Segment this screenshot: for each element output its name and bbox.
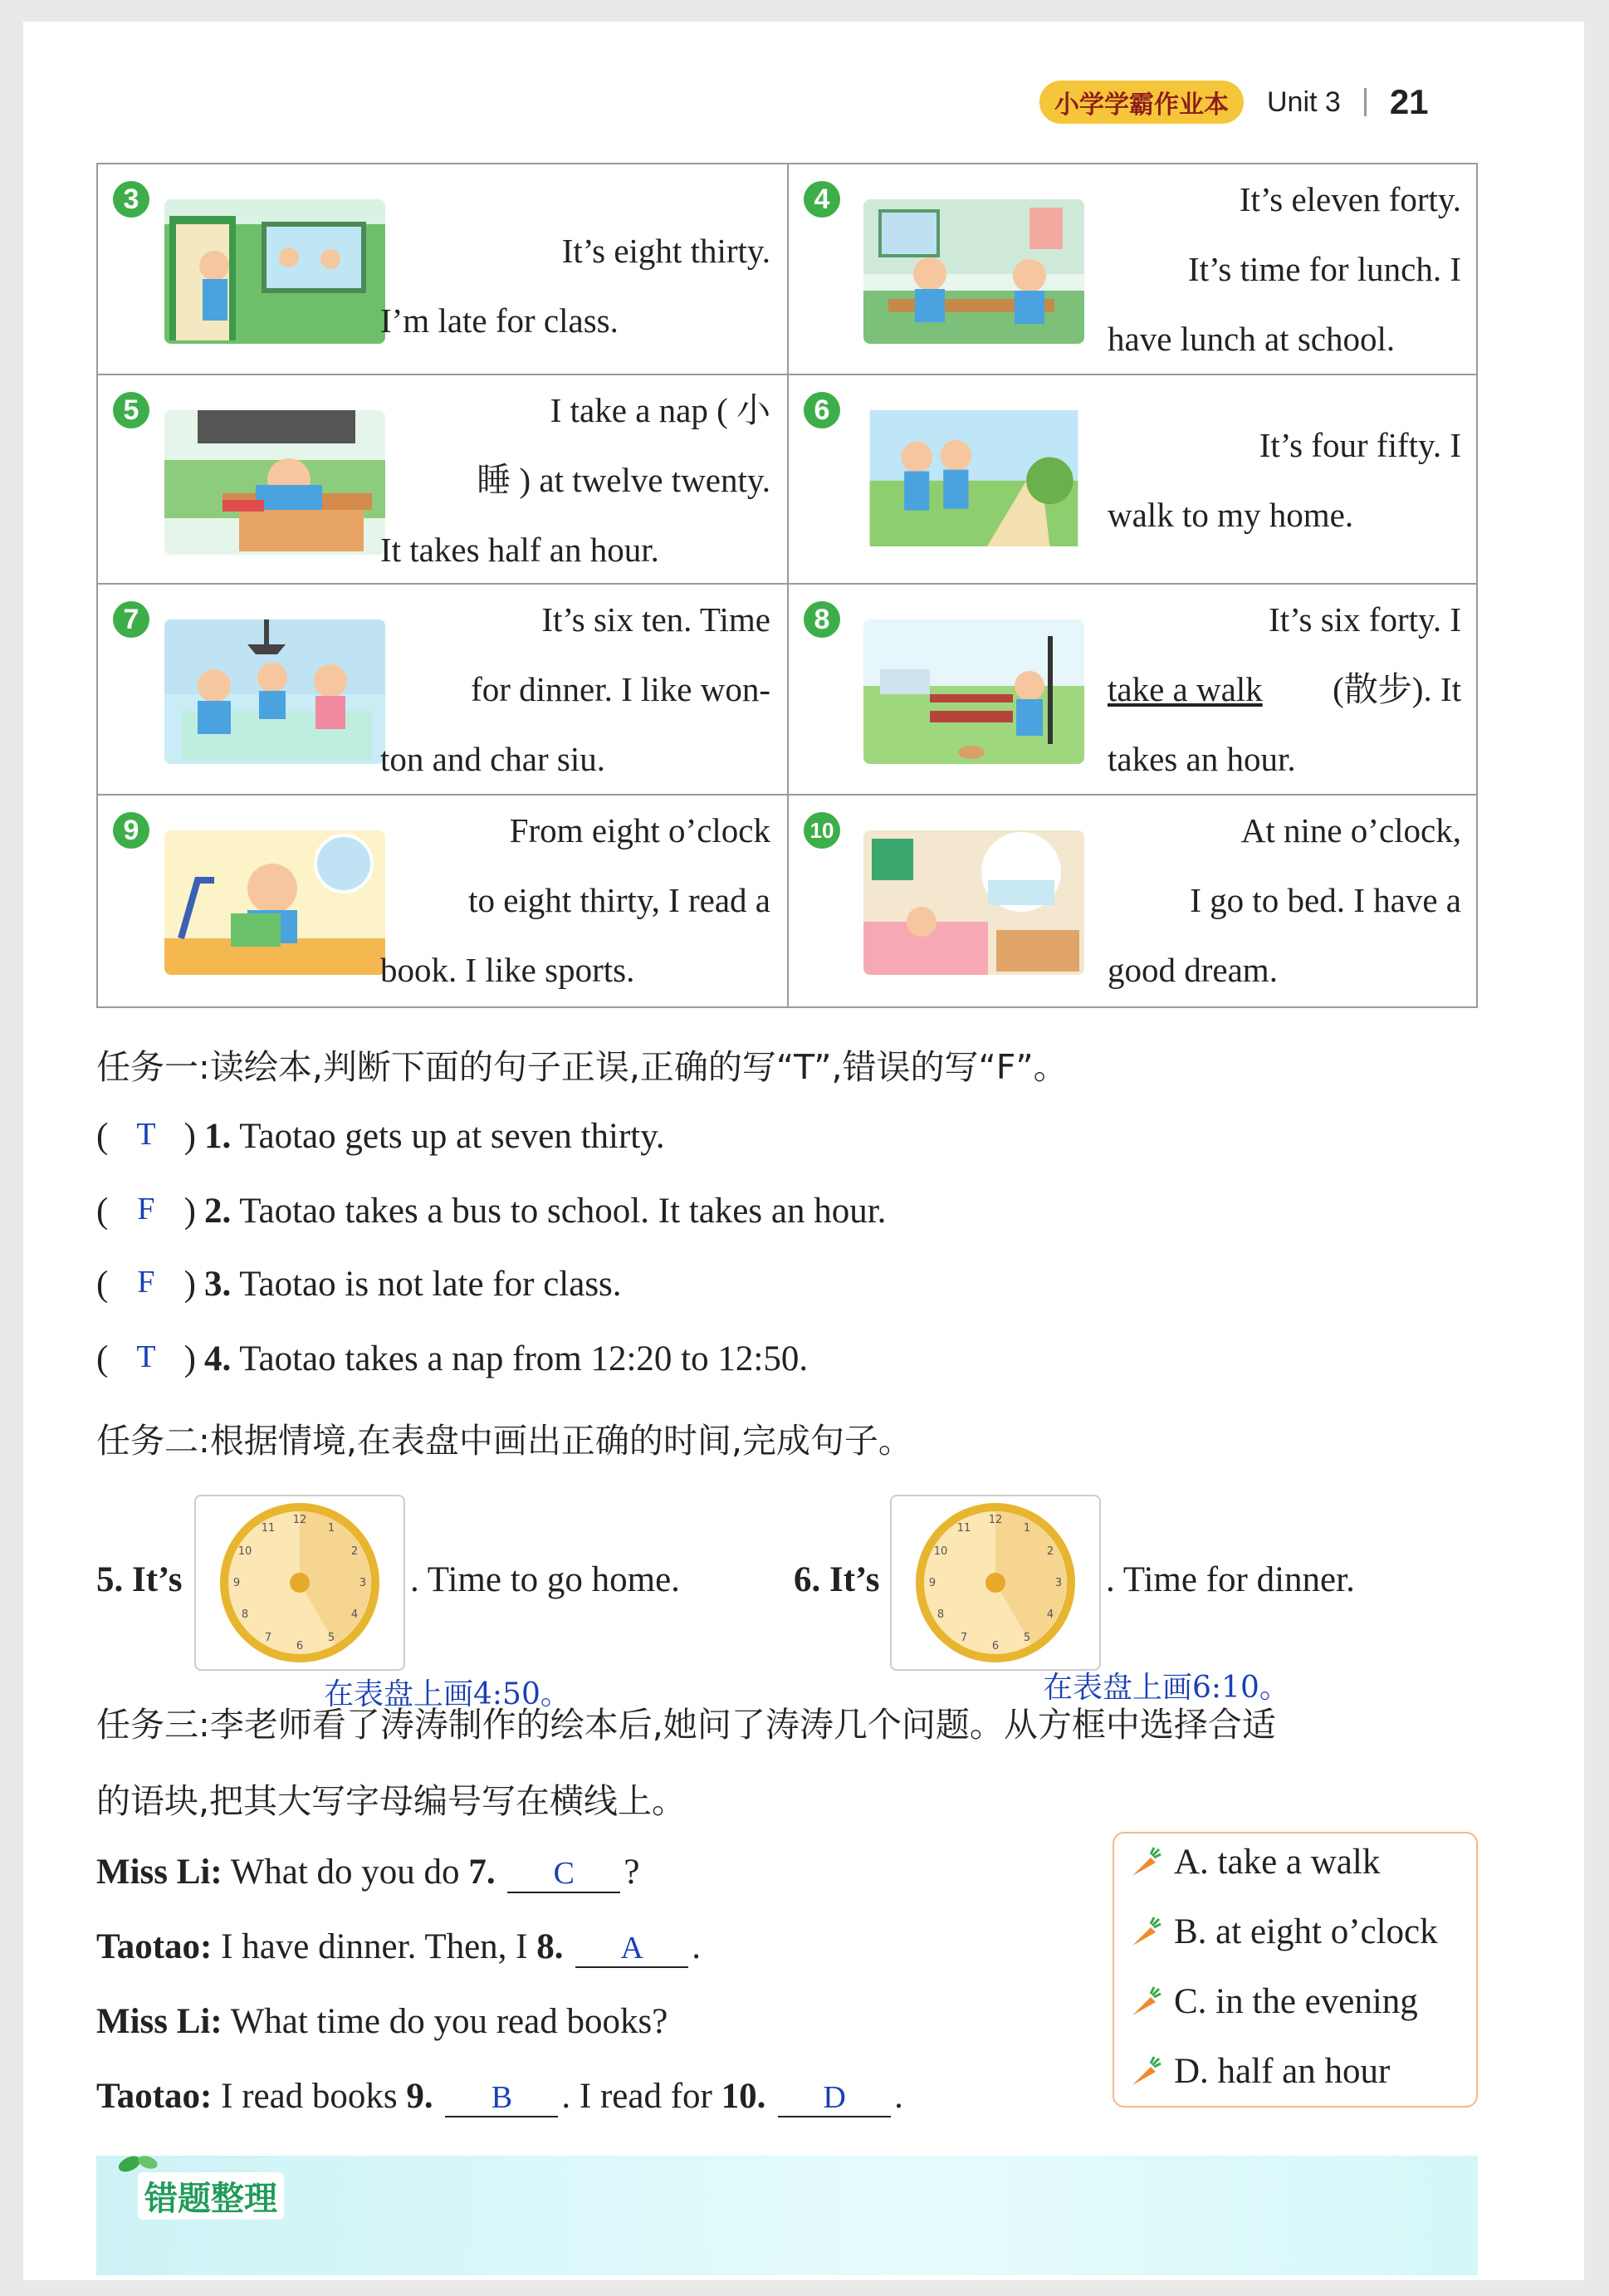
- comic-panel-10: [789, 796, 1478, 1006]
- dialogue-line-1: [96, 1852, 639, 1893]
- judge-item-4: ( T ) 4. Taotao takes a nap from 12:20 to 12:50.: [96, 1339, 809, 1378]
- item-text: Taotao is not late for class.: [239, 1265, 622, 1304]
- panel-text-line: I’m late for class.: [380, 301, 619, 340]
- item-text: Taotao takes a nap from 12:20 to 12:50.: [239, 1339, 809, 1378]
- judge-item-3: ( F ) 3. Taotao is not late for class.: [96, 1265, 622, 1304]
- speaker: Miss Li:: [96, 2002, 223, 2041]
- judge-item-2: ( F ) 2. Taotao takes a bus to school. It takes an hour.: [96, 1192, 887, 1231]
- panel-text-line: It’s eleven forty.: [1239, 180, 1461, 218]
- svg-text:10: 10: [933, 1545, 948, 1558]
- answer-blank-7[interactable]: C: [507, 1855, 620, 1893]
- clock-icon: [196, 1496, 403, 1669]
- judge-item-1: ( T ) 1. Taotao gets up at seven thirty.: [96, 1117, 665, 1156]
- panel-text-line: It’s six ten. Time: [541, 600, 770, 639]
- answer-box[interactable]: F: [137, 1192, 155, 1226]
- panel-number: 9: [113, 812, 149, 849]
- svg-text:9: 9: [928, 1577, 937, 1589]
- blank-number: 7.: [468, 1853, 496, 1892]
- panel-text-line: takes an hour.: [1108, 740, 1296, 778]
- svg-text:11: 11: [261, 1522, 276, 1535]
- dialogue-text: I read books: [221, 2077, 398, 2116]
- dialogue-text: What time do you read books?: [230, 2002, 668, 2041]
- comic-grid: [96, 163, 1478, 1008]
- dialogue-line-2: [96, 1926, 701, 1968]
- options-box: [1113, 1832, 1478, 2108]
- panel-text-fragment: (散步). It: [1333, 670, 1461, 708]
- svg-text:8: 8: [937, 1608, 945, 1621]
- illustration-lunch-at-school: [863, 199, 1084, 344]
- svg-text:6: 6: [991, 1640, 1000, 1652]
- dialogue-line-3: [96, 2001, 668, 2042]
- dialogue-text: . I read for: [561, 2077, 712, 2116]
- item-number: 4.: [204, 1339, 232, 1378]
- answer-blank-9[interactable]: B: [445, 2079, 558, 2117]
- header-divider: [1364, 88, 1367, 116]
- dialogue-text: I have dinner. Then, I: [221, 1927, 528, 1966]
- question-5-prefix: 5. It’s: [96, 1560, 183, 1599]
- speaker: Taotao:: [96, 1927, 213, 1966]
- comic-panel-5: [98, 375, 789, 585]
- panel-text-line: From eight o’clock: [509, 811, 770, 849]
- task3-title-line1: 任务三:李老师看了涛涛制作的绘本后,她问了涛涛几个问题。从方框中选择合适: [96, 1705, 1276, 1745]
- unit-label: Unit 3: [1267, 86, 1341, 118]
- svg-text:12: 12: [988, 1514, 1003, 1526]
- answer-box[interactable]: F: [137, 1265, 155, 1300]
- svg-text:12: 12: [292, 1514, 307, 1526]
- option-d: D. half an hour: [1129, 2051, 1390, 2092]
- illustration-reading-book: [164, 830, 385, 975]
- illustration-family-dinner: [164, 619, 385, 764]
- illustration-going-to-bed: [863, 830, 1084, 975]
- question-6-suffix: . Time for dinner.: [1106, 1560, 1355, 1599]
- punctuation: ?: [624, 1853, 640, 1892]
- blank-number: 10.: [721, 2077, 766, 2116]
- panel-number: 4: [804, 181, 840, 218]
- question-5-suffix: . Time to go home.: [410, 1560, 680, 1599]
- svg-text:4: 4: [350, 1608, 359, 1621]
- page-number: 21: [1389, 82, 1429, 121]
- svg-text:11: 11: [956, 1522, 971, 1535]
- svg-text:4: 4: [1046, 1608, 1054, 1621]
- panel-number: 3: [113, 181, 149, 218]
- svg-text:7: 7: [264, 1632, 272, 1644]
- answer-box[interactable]: T: [136, 1339, 156, 1374]
- blank-number: 9.: [406, 2077, 433, 2116]
- item-text: Taotao takes a bus to school. It takes an hour.: [239, 1192, 887, 1231]
- illustration-late-for-class: [164, 199, 385, 344]
- svg-text:5: 5: [327, 1632, 335, 1644]
- panel-text-line: walk to my home.: [1108, 496, 1354, 534]
- clock-face-6[interactable]: [890, 1495, 1101, 1671]
- carrot-icon: [1129, 1846, 1162, 1879]
- panel-text-line: to eight thirty, I read a: [468, 881, 770, 919]
- dialogue-line-4: [96, 2076, 903, 2117]
- comic-panel-9: [98, 796, 789, 1006]
- question-6-prefix: 6. It’s: [794, 1560, 880, 1599]
- comic-panel-4: [789, 164, 1478, 375]
- svg-text:3: 3: [359, 1577, 367, 1589]
- panel-text-line: book. I like sports.: [380, 951, 635, 989]
- panel-text-line: I go to bed. I have a: [1190, 881, 1461, 919]
- svg-text:5: 5: [1023, 1632, 1031, 1644]
- underlined-phrase: take a walk: [1108, 670, 1263, 708]
- panel-text-line: have lunch at school.: [1108, 320, 1396, 358]
- option-c: C. in the evening: [1129, 1981, 1418, 2022]
- speaker: Taotao:: [96, 2077, 213, 2116]
- svg-text:9: 9: [232, 1577, 241, 1589]
- panel-text-line: It’s six forty. I: [1269, 600, 1461, 639]
- punctuation: .: [692, 1927, 701, 1966]
- comic-panel-6: [789, 375, 1478, 585]
- carrot-icon: [1129, 1985, 1162, 2019]
- item-number: 2.: [204, 1192, 232, 1231]
- svg-text:10: 10: [237, 1545, 252, 1558]
- carrot-icon: [1129, 2055, 1162, 2088]
- comic-panel-8: [789, 585, 1478, 796]
- speaker: Miss Li:: [96, 1853, 223, 1892]
- clock-note-5: 在表盘上画4:50。: [324, 1677, 570, 1711]
- illustration-taking-nap: [164, 410, 385, 555]
- task2-title: 任务二:根据情境,在表盘中画出正确的时间,完成句子。: [96, 1421, 912, 1461]
- svg-text:3: 3: [1054, 1577, 1063, 1589]
- item-text: Taotao gets up at seven thirty.: [239, 1117, 665, 1156]
- error-notes-label: 错题整理: [138, 2172, 284, 2220]
- svg-text:6: 6: [296, 1640, 304, 1652]
- panel-text-line: good dream.: [1108, 951, 1278, 989]
- svg-text:7: 7: [960, 1632, 968, 1644]
- punctuation: .: [894, 2077, 903, 2116]
- panel-text-line: I take a nap ( 小: [550, 391, 770, 429]
- panel-number: 8: [804, 601, 840, 638]
- dialogue-text: What do you do: [230, 1853, 460, 1892]
- comic-panel-3: [98, 164, 789, 375]
- svg-text:2: 2: [1046, 1545, 1054, 1558]
- panel-text-line: It’s eight thirty.: [561, 232, 770, 270]
- error-notes-area[interactable]: [96, 2156, 1478, 2275]
- answer-blank-10[interactable]: D: [778, 2079, 891, 2117]
- carrot-icon: [1129, 1916, 1162, 1949]
- panel-text-line: ton and char siu.: [380, 740, 605, 778]
- clock-face-5[interactable]: [194, 1495, 405, 1671]
- answer-box[interactable]: T: [136, 1117, 156, 1152]
- svg-text:8: 8: [241, 1608, 249, 1621]
- task1-title: 任务一:读绘本,判断下面的句子正误,正确的写“T”,错误的写“F”。: [96, 1047, 1068, 1087]
- panel-text-line: It takes half an hour.: [380, 531, 659, 569]
- illustration-walk-home: [863, 410, 1084, 546]
- answer-blank-8[interactable]: A: [575, 1930, 688, 1968]
- clock-icon: [892, 1496, 1099, 1669]
- illustration-taking-walk: [863, 619, 1084, 764]
- book-badge: 小学学霸作业本: [1039, 81, 1244, 124]
- task3-title-line2: 的语块,把其大写字母编号写在横线上。: [96, 1781, 687, 1821]
- item-number: 1.: [204, 1117, 232, 1156]
- panel-number: 5: [113, 392, 149, 428]
- panel-number: 6: [804, 392, 840, 428]
- svg-text:1: 1: [327, 1522, 335, 1535]
- page-header: [1039, 80, 1429, 125]
- panel-text-line: It’s time for lunch. I: [1187, 250, 1461, 288]
- option-a: A. take a walk: [1129, 1842, 1380, 1882]
- item-number: 3.: [204, 1265, 232, 1304]
- panel-text-line: 睡 ) at twelve twenty.: [477, 461, 770, 499]
- svg-text:2: 2: [350, 1545, 359, 1558]
- option-b: B. at eight o’clock: [1129, 1912, 1438, 1952]
- svg-text:1: 1: [1023, 1522, 1031, 1535]
- panel-text-line: At nine o’clock,: [1240, 811, 1461, 849]
- panel-text-line: for dinner. I like won-: [471, 670, 770, 708]
- panel-number: 10: [804, 812, 840, 849]
- comic-panel-7: [98, 585, 789, 796]
- blank-number: 8.: [536, 1927, 564, 1966]
- panel-text-line: It’s four fifty. I: [1259, 426, 1461, 464]
- clock-note-6: 在表盘上画6:10。: [1043, 1671, 1289, 1705]
- panel-number: 7: [113, 601, 149, 638]
